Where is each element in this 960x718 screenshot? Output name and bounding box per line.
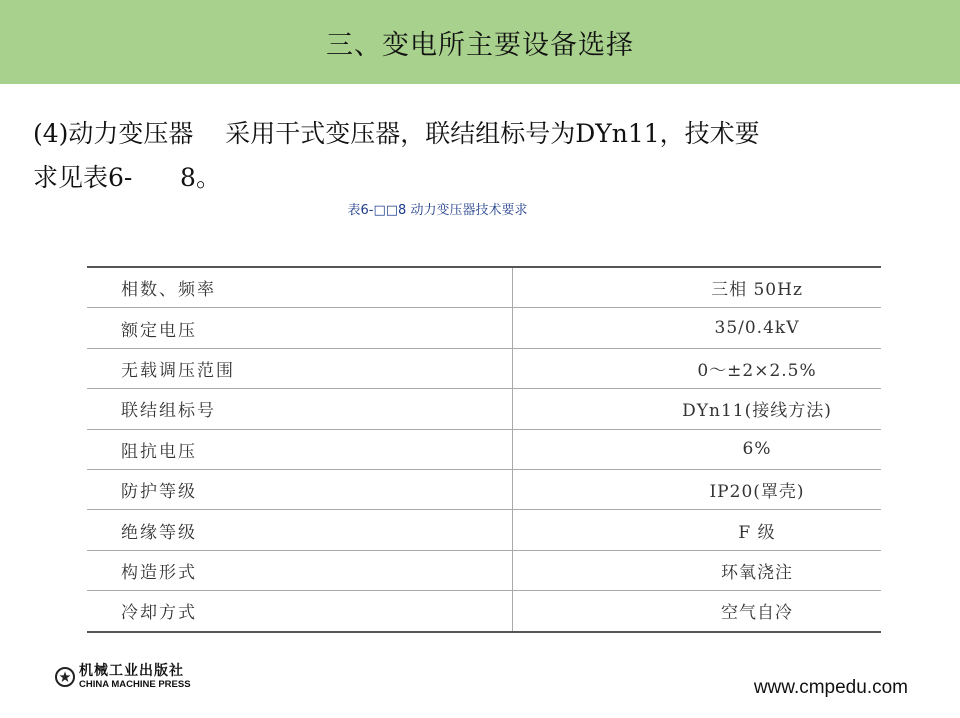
param-cell: 无载调压范围 — [87, 348, 513, 388]
param-cell: 构造形式 — [87, 550, 513, 590]
param-cell: 绝缘等级 — [87, 510, 513, 550]
publisher-logo — [55, 664, 191, 690]
value-cell: DYn11(接线方法) — [513, 389, 882, 429]
param-cell: 冷却方式 — [87, 591, 513, 632]
intro-line-1: (4)动力变压器 采用干式变压器，联结组标号为DYn11，技术要 — [33, 119, 760, 148]
logo-english-name: CHINA MACHINE PRESS — [79, 679, 191, 690]
table-row — [87, 591, 881, 632]
intro-paragraph — [33, 112, 913, 200]
value-cell: 0～±2×2.5% — [513, 348, 882, 388]
value-cell: 三相 50Hz — [513, 267, 882, 308]
param-cell: 额定电压 — [87, 308, 513, 348]
slide-title: 三、变电所主要设备选择 — [326, 29, 634, 61]
intro-line-2: 求见表6- 8。 — [33, 163, 221, 192]
table-row — [87, 308, 881, 348]
table-row — [87, 550, 881, 590]
table-row — [87, 267, 881, 308]
website-url: www.cmpedu.com — [753, 677, 908, 698]
value-cell: IP20(罩壳) — [513, 469, 882, 509]
table-row — [87, 348, 881, 388]
star-gear-icon — [55, 667, 75, 687]
table-row — [87, 389, 881, 429]
param-cell: 防护等级 — [87, 469, 513, 509]
table-row — [87, 469, 881, 509]
param-cell: 阻抗电压 — [87, 429, 513, 469]
value-cell: 空气自冷 — [721, 603, 793, 624]
value-cell: 环氧浇注 — [513, 550, 882, 590]
title-bar — [0, 0, 960, 84]
logo-chinese-name: 机械工业出版社 — [79, 663, 184, 679]
value-cell: F 级 — [513, 510, 882, 550]
value-cell: 6% — [513, 429, 882, 469]
value-cell: 35/0.4kV — [513, 308, 882, 348]
table-row — [87, 510, 881, 550]
param-cell: 联结组标号 — [87, 389, 513, 429]
param-cell: 相数、频率 — [87, 267, 513, 308]
transformer-spec-table — [87, 266, 881, 633]
table-row — [87, 429, 881, 469]
table-caption: 表6-□□8 动力变压器技术要求 — [347, 203, 528, 218]
